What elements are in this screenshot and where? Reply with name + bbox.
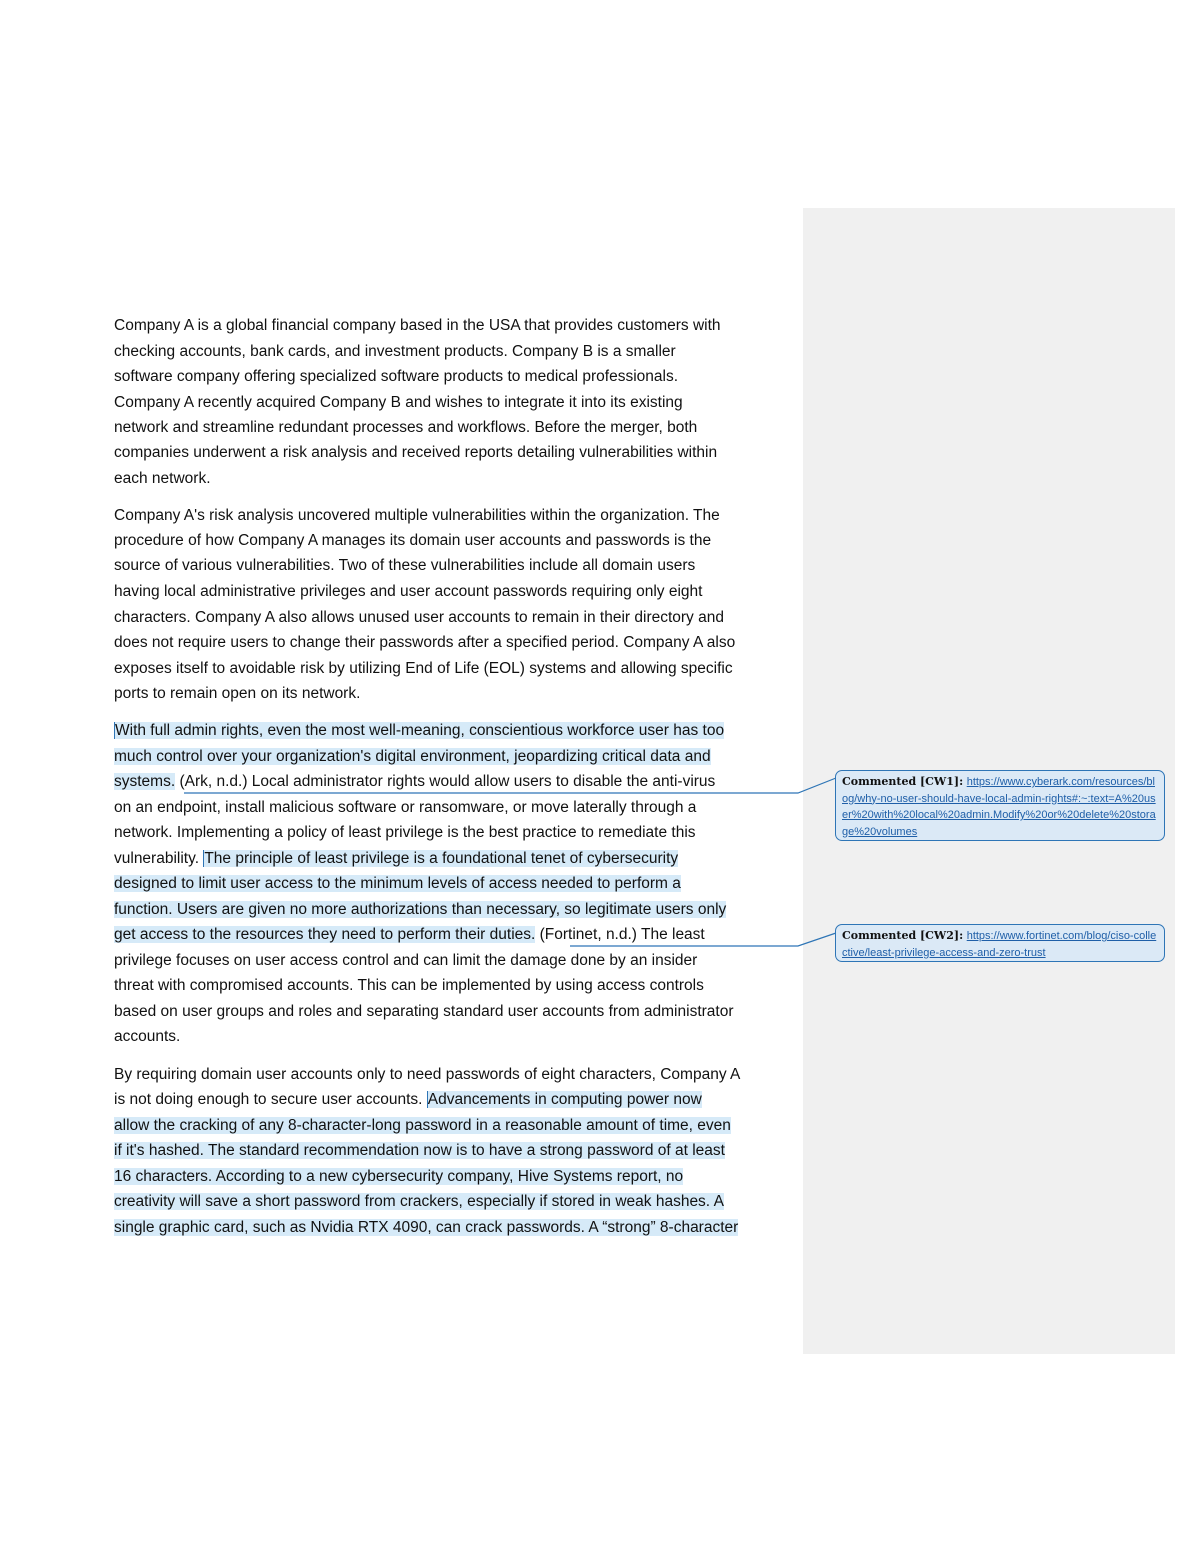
- highlighted-text[interactable]: Advancements in computing power now: [427, 1091, 702, 1108]
- highlighted-text[interactable]: 16 characters. According to a new cybersecurity company, Hive Systems report, no: [114, 1168, 684, 1185]
- text-line: exposes itself to avoidable risk by utilizing End of Life (EOL) systems and allowing specific: [114, 660, 733, 677]
- comment-1-leader: [184, 778, 836, 793]
- highlighted-text[interactable]: designed to limit user access to the minimum levels of access needed to perform a: [114, 875, 681, 892]
- highlighted-text[interactable]: function. Users are given no more authorizations than necessary, so legitimate users only: [114, 901, 727, 918]
- highlighted-text[interactable]: creativity will save a short password from crackers, especially if stored in weak hashes. A: [114, 1193, 724, 1210]
- text-line: privilege focuses on user access control and can limit the damage done by an insider: [114, 952, 698, 969]
- text-line: By requiring domain user accounts only to need passwords of eight characters, Company A: [114, 1066, 741, 1083]
- text-line: network. Implementing a policy of least privilege is the best practice to remediate this: [114, 824, 696, 841]
- highlighted-text[interactable]: single graphic card, such as Nvidia RTX 4090, can crack passwords. A “strong” 8-character: [114, 1219, 739, 1236]
- highlighted-text[interactable]: if it's hashed. The standard recommendation now is to have a strong password of at least: [114, 1142, 725, 1159]
- text-line: software company offering specialized software products to medical professionals.: [114, 368, 679, 385]
- text-line: Company A is a global financial company based in the USA that provides customers with: [114, 317, 721, 334]
- comment-2-leader: [570, 933, 836, 946]
- text-line: each network.: [114, 470, 211, 487]
- text-line: network and streamline redundant processes and workflows. Before the merger, both: [114, 419, 698, 436]
- text-line: threat with compromised accounts. This can be implemented by using access controls: [114, 977, 704, 994]
- text-run: (Fortinet, n.d.) The least: [535, 926, 705, 943]
- text-run: is not doing enough to secure user accounts.: [114, 1091, 427, 1108]
- text-line: on an endpoint, install malicious software or ransomware, or move laterally through a: [114, 799, 697, 816]
- highlighted-text[interactable]: get access to the resources they need to perform their duties.: [114, 926, 536, 943]
- highlighted-text[interactable]: With full admin rights, even the most well-meaning, conscientious workforce user has too: [115, 722, 725, 739]
- highlighted-text[interactable]: much control over your organization's digital environment, jeopardizing critical data and: [114, 748, 711, 765]
- comment-balloon-2[interactable]: [835, 924, 1165, 962]
- text-line: does not require users to change their passwords after a specified period. Company A also: [114, 634, 736, 651]
- comment-balloon-1[interactable]: [835, 770, 1165, 841]
- comment-author: Commented [CW1]:: [842, 775, 964, 788]
- text-line: checking accounts, bank cards, and investment products. Company B is a smaller: [114, 343, 676, 360]
- text-line: characters. Company A also allows unused user accounts to remain in their directory and: [114, 609, 724, 626]
- text-line: having local administrative privileges and user account passwords requiring only eight: [114, 583, 703, 600]
- text-line: accounts.: [114, 1028, 181, 1045]
- text-line: companies underwent a risk analysis and received reports detailing vulnerabilities within: [114, 444, 718, 461]
- text-line: procedure of how Company A manages its domain user accounts and passwords is the: [114, 532, 712, 549]
- highlighted-text[interactable]: systems.: [114, 773, 176, 790]
- highlighted-text[interactable]: The principle of least privilege is a foundational tenet of cybersecurity: [204, 850, 679, 867]
- comment-author: Commented [CW2]:: [842, 929, 964, 942]
- text-run: vulnerability.: [114, 850, 204, 867]
- text-line: source of various vulnerabilities. Two of these vulnerabilities include all domain users: [114, 557, 696, 574]
- text-line: based on user groups and roles and separating standard user accounts from administrator: [114, 1003, 734, 1020]
- text-line: Company A's risk analysis uncovered multiple vulnerabilities within the organization. The: [114, 507, 720, 524]
- highlighted-text[interactable]: allow the cracking of any 8-character-long password in a reasonable amount of time, even: [114, 1117, 731, 1134]
- text-line: Company A recently acquired Company B and wishes to integrate it into its existing: [114, 394, 683, 411]
- comment-link[interactable]: https://www.fortinet.com/blog/ciso-collective/least-privilege-access-and-zero-trust: [842, 930, 1157, 959]
- text-line: ports to remain open on its network.: [114, 685, 361, 702]
- text-run: (Ark, n.d.) Local administrator rights would allow users to disable the anti-virus: [175, 773, 716, 790]
- comment-link[interactable]: https://www.cyberark.com/resources/blog/why-no-user-should-have-local-admin-rights#:~:text=A%20user%20with%20local%20admin.Modify%20or%20delete%20storage%20volumes: [842, 776, 1156, 838]
